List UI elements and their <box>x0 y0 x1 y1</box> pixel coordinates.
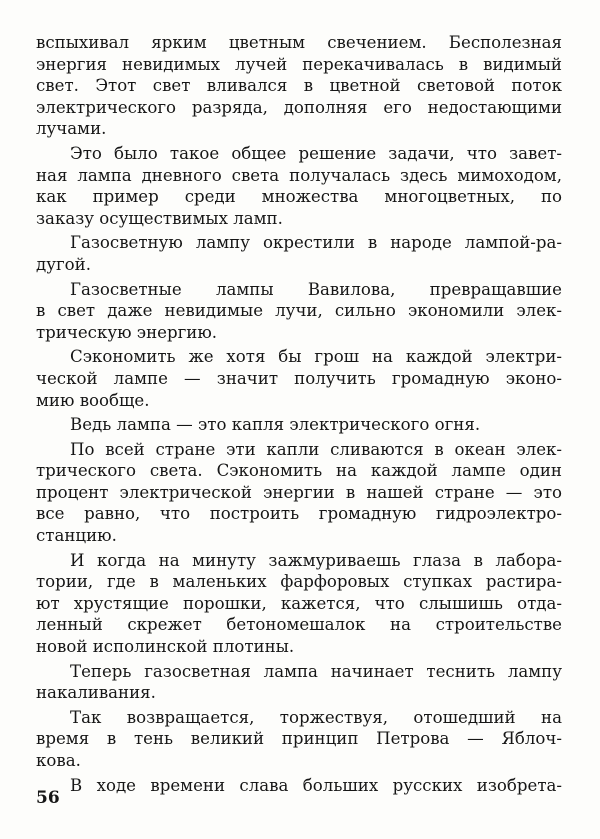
text-line: И когда на минуту зажмуриваешь глаза в лабора- <box>70 550 562 570</box>
text-line: все равно, что построить громадную гидроэлектро- <box>36 504 562 524</box>
page-body-text <box>36 32 562 799</box>
text-line: Сэкономить же хотя бы грош на каждой электри- <box>70 347 562 367</box>
text-line: В ходе времени слава больших русских изобрета- <box>70 775 562 795</box>
paragraph-6 <box>36 414 562 436</box>
text-line: По всей стране эти капли сливаются в океан элек- <box>70 439 562 459</box>
text-line: свет. Этот свет вливался в цветной световой поток <box>36 76 562 96</box>
text-line: станцию. <box>36 526 117 546</box>
text-line: заказу осуществимых ламп. <box>36 208 283 228</box>
text-line: тории, где в маленьких фарфоровых ступках растира- <box>36 572 562 592</box>
text-line: дугой. <box>36 254 91 274</box>
paragraph-7 <box>36 439 562 547</box>
paragraph-9 <box>36 661 562 704</box>
paragraph-10 <box>36 707 562 772</box>
text-line: мию вообще. <box>36 390 150 410</box>
text-line: ная лампа дневного света получалась здесь мимоходом, <box>36 165 562 185</box>
text-line: вспыхивал ярким цветным свечением. Бесполезная <box>36 33 562 52</box>
text-line: энергия невидимых лучей перекачивалась в видимый <box>36 54 562 74</box>
text-line: Это было такое общее решение задачи, что завет- <box>70 143 562 163</box>
text-line: трического света. Сэкономить на каждой лампе один <box>36 461 562 481</box>
text-line: ленный скрежет бетономешалок на строительстве <box>36 615 562 635</box>
paragraph-1 <box>36 32 562 140</box>
paragraph-2 <box>36 143 562 229</box>
text-line: ческой лампе — значит получить громадную эконо- <box>36 368 562 388</box>
paragraph-11 <box>36 775 562 797</box>
text-line: Так возвращается, торжествуя, отошедший на <box>70 707 562 727</box>
text-line: процент электрической энергии в нашей стране — это <box>36 482 562 502</box>
text-line: как пример среди множества многоцветных, по <box>36 187 562 207</box>
text-line: Теперь газосветная лампа начинает теснить лампу <box>70 661 562 681</box>
text-line: лучами. <box>36 119 107 139</box>
paragraph-5 <box>36 346 562 411</box>
text-line: ют хрустящие порошки, кажется, что слышишь отда- <box>36 593 562 613</box>
paragraph-4 <box>36 279 562 344</box>
text-line: время в тень великий принцип Петрова — Яблоч- <box>36 729 562 749</box>
paragraph-3 <box>36 232 562 275</box>
text-line: Газосветную лампу окрестили в народе лампой-ра- <box>70 233 562 253</box>
text-line: электрического разряда, дополняя его недостающими <box>36 97 562 117</box>
text-line: Газосветные лампы Вавилова, превращавшие <box>70 279 562 299</box>
text-line: накаливания. <box>36 683 156 703</box>
text-line: в свет даже невидимые лучи, сильно экономили элек- <box>36 301 562 321</box>
text-line: новой исполинской плотины. <box>36 637 295 657</box>
paragraph-8 <box>36 550 562 658</box>
page-number: 56 <box>36 788 60 808</box>
text-line: кова. <box>36 751 81 770</box>
text-line: трическую энергию. <box>36 322 218 342</box>
text-line: Ведь лампа — это капля электрического огня. <box>70 415 481 435</box>
